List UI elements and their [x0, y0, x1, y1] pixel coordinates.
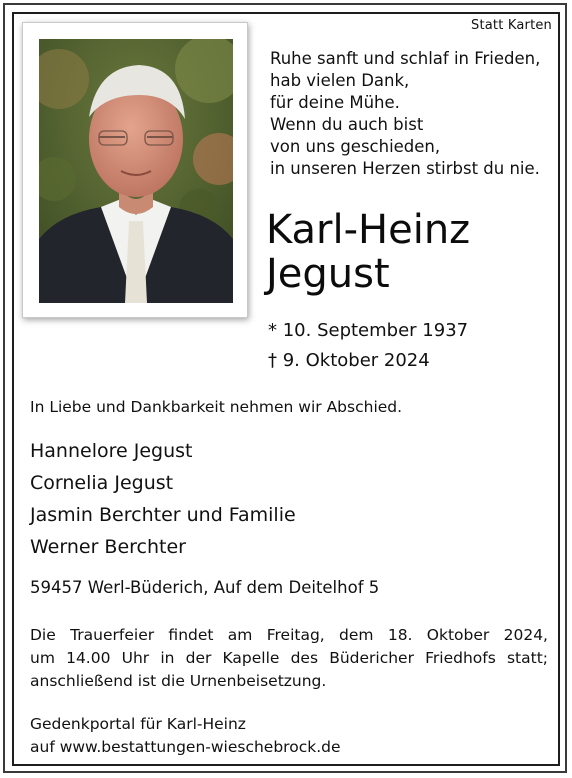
farewell-text: In Liebe und Dankbarkeit nehmen wir Abschied. — [30, 398, 403, 416]
poem-line: hab vielen Dank, — [270, 71, 410, 90]
ceremony-line: anschließend ist die Urnenbeisetzung. — [30, 672, 327, 690]
deceased-name — [266, 208, 470, 296]
memorial-poem — [270, 48, 540, 180]
family-address: 59457 Werl-Büderich, Auf dem Deitelhof 5 — [30, 578, 380, 597]
ceremony-notice — [30, 624, 548, 693]
mourner-name: Werner Berchter — [30, 536, 186, 558]
ceremony-line: um 14.00 Uhr in der Kapelle des Büdericher Friedhofs statt; — [30, 649, 548, 667]
birth-date: * 10. September 1937 — [268, 320, 469, 341]
portrait-photo — [39, 39, 233, 303]
poem-line: Wenn du auch bist — [270, 115, 424, 134]
last-name: Jegust — [266, 251, 390, 297]
memorial-portal — [30, 713, 341, 759]
mourners-list — [30, 435, 296, 563]
mourner-name: Cornelia Jegust — [30, 472, 174, 494]
ceremony-line: Die Trauerfeier findet am Freitag, dem 18. Oktober 2024, — [30, 626, 548, 644]
poem-line: Ruhe sanft und schlaf in Frieden, — [270, 49, 541, 68]
poem-line: von uns geschieden, — [270, 137, 441, 156]
mourner-name: Jasmin Berchter und Familie — [30, 504, 296, 526]
first-name: Karl-Heinz — [266, 207, 471, 253]
portrait-frame — [22, 22, 248, 318]
poem-line: in unseren Herzen stirbst du nie. — [270, 159, 540, 178]
death-date: † 9. Oktober 2024 — [268, 350, 430, 371]
portal-line: Gedenkportal für Karl-Heinz — [30, 715, 246, 733]
portal-link[interactable]: auf www.bestattungen-wieschebrock.de — [30, 738, 341, 756]
poem-line: für deine Mühe. — [270, 93, 400, 112]
statt-karten-label: Statt Karten — [471, 18, 552, 33]
life-dates — [268, 316, 468, 376]
mourner-name: Hannelore Jegust — [30, 440, 193, 462]
